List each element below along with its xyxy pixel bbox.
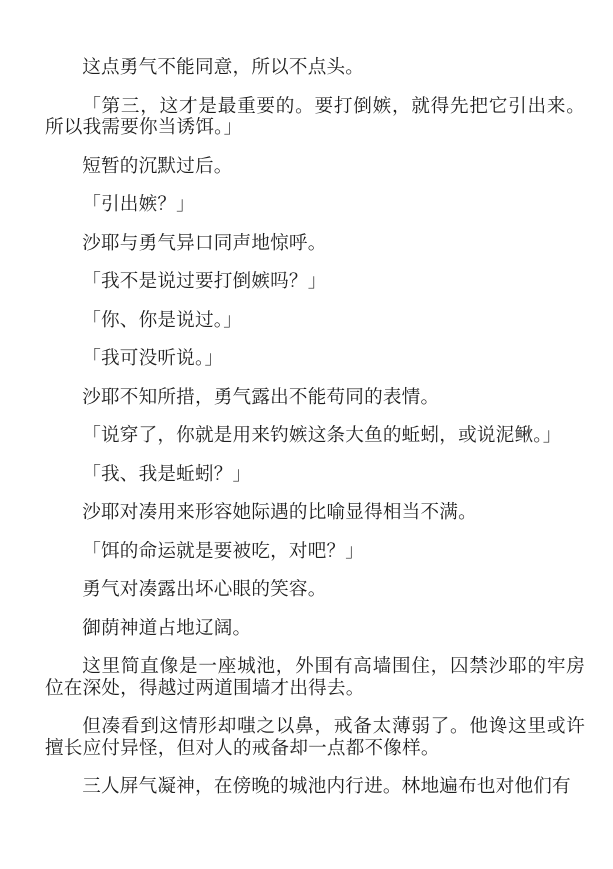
paragraph: 「第三，这才是最重要的。要打倒嫉，就得先把它引出来。所以我需要你当诱饵。」 <box>45 95 585 138</box>
paragraph: 三人屏气凝神，在傍晚的城池内行进。林地遍布也对他们有 <box>82 776 571 797</box>
paragraph: 「你、你是说过。」 <box>82 309 243 331</box>
paragraph: 勇气对凑露出坏心眼的笑容。 <box>82 579 327 600</box>
paragraph: 「说穿了，你就是用来钓嫉这条大鱼的蚯蚓，或说泥鳅。」 <box>82 425 562 446</box>
paragraph: 这点勇气不能同意，所以不点头。 <box>82 57 365 78</box>
page-text-content <box>45 57 585 798</box>
paragraph: 「饵的命运就是要被吃，对吧？」 <box>82 540 365 562</box>
paragraph: 「我可没听说。」 <box>82 348 224 369</box>
paragraph: 「我、我是蚯蚓？」 <box>82 463 252 485</box>
paragraph: 但凑看到这情形却嗤之以鼻，戒备太薄弱了。他谗这里或许擅长应付异怪，但对人的戒备却一点都不像样。 <box>45 716 585 759</box>
paragraph: 「我不是说过要打倒嫉吗？」 <box>82 271 327 292</box>
paragraph: 这里简直像是一座城池，外围有高墙围住，囚禁沙耶的牢房位在深处，得越过两道围墙才出得去。 <box>45 656 585 699</box>
paragraph: 短暂的沉默过后。 <box>82 155 233 177</box>
paragraph: 御荫神道占地辽阔。 <box>82 617 252 639</box>
paragraph: 沙耶对凑用来形容她际遇的比喻显得相当不满。 <box>82 502 477 523</box>
paragraph: 沙耶与勇气异口同声地惊呼。 <box>82 232 327 254</box>
paragraph: 「引出嫉？」 <box>82 194 195 215</box>
paragraph: 沙耶不知所措，勇气露出不能苟同的表情。 <box>82 386 440 408</box>
